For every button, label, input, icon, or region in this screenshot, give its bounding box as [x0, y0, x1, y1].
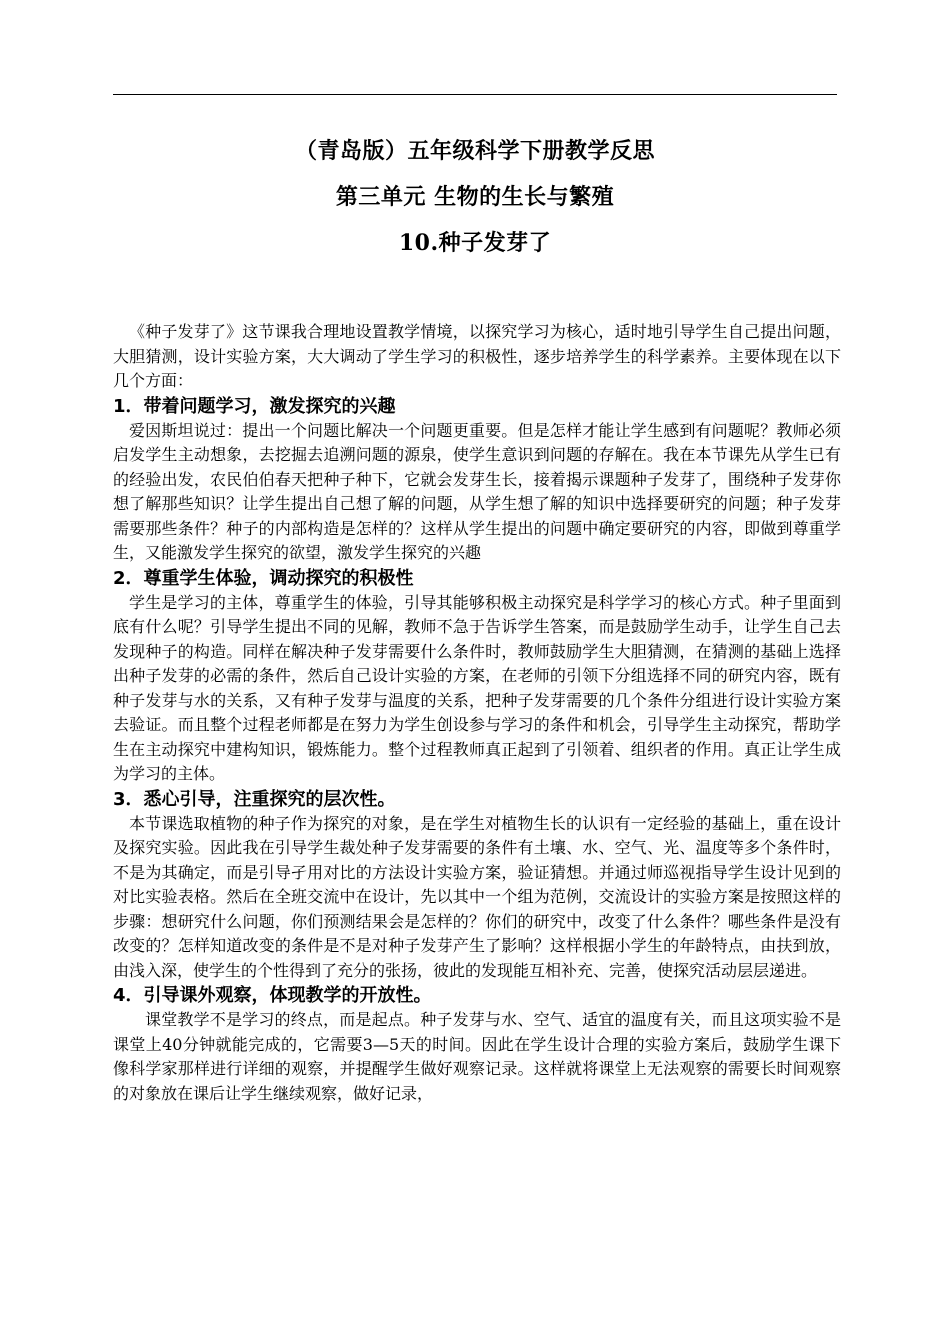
- section-4-paragraph: 课堂教学不是学习的终点，而是起点。种子发芽与水、空气、适宜的温度有关，而且这项实验不是课堂上40分钟就能完成的，它需要3—5天的时间。因此在学生设计合理的实验方案后，鼓励学生课下像科学家那样进行详细的观察，并提醒学生做好观察记录。这样就将课堂上无法观察的需要长时间观察的对象放在课后让学生继续观察，做好记录，: [113, 1010, 841, 1103]
- lesson-title: 10.种子发芽了: [398, 230, 552, 256]
- intro-paragraph: 《种子发芽了》这节课我合理地设置教学情境，以探究学习为核心，适时地引导学生自己提出问题，大胆猜测，设计实验方案，大大调动了学生学习的积极性，逐步培养学生的科学素养。主要体现在以下几个方面：: [113, 322, 841, 390]
- section-3-paragraph: 本节课选取植物的种子作为探究的对象，是在学生对植物生长的认识有一定经验的基础上，重在设计及探究实验。因此我在引导学生裁处种子发芽需要的条件有土壤、水、空气、光、温度等多个条件时，不是为其确定，而是引导孑用对比的方法设计实验方案，验证猜想。并通过师巡视指导学生设计见到的对比实验表格。然后在全班交流中在设计，先以其中一个组为范例，交流设计的实验方案是按照这样的步骤：想研究什么问题，你们预测结果会是怎样的？你们的研究中，改变了什么条件？哪些条件是没有改变的？怎样知道改变的条件是不是对种子发芽产生了影响？这样根据小学生的年龄特点，由扶到放，由浅入深，使学生的个性得到了充分的张扬，彼此的发现能互相补充、完善，使探究活动层层递进。: [113, 813, 841, 980]
- section-4-heading: 4．引导课外观察，体现教学的开放性。: [113, 985, 432, 1006]
- section-3-heading: 3．悉心引导，注重探究的层次性。: [113, 788, 396, 810]
- section-1-heading: 1．带着问题学习，激发探究的兴趣: [113, 395, 396, 417]
- document-title: （青岛版）五年级科学下册教学反思: [294, 138, 655, 164]
- title-block: [113, 128, 837, 266]
- unit-title: 第三单元 生物的生长与繁殖: [335, 184, 615, 210]
- section-2-heading: 2．尊重学生体验，调动探究的积极性: [113, 567, 414, 589]
- header-rule: [113, 94, 837, 95]
- document-body: [113, 320, 841, 1106]
- section-1-paragraph: 爱因斯坦说过：提出一个问题比解决一个问题更重要。但是怎样才能让学生感到有问题呢？教师必须启发学生主动想象，去挖掘去追溯问题的源泉，使学生意识到问题的存解在。我在本节课先从学生已有的经验出发，农民伯伯春天把种子种下，它就会发芽生长，接着揭示课题种子发芽了，围绕种子发芽你想了解那些知识？让学生提出自己想了解的问题，从学生想了解的知识中选择要研究的问题；种子发芽需要那些条件？种子的内部构造是怎样的？这样从学生提出的问题中确定要研究的内容，即做到尊重学生，又能激发学生探究的欲望，激发学生探究的兴趣: [113, 420, 841, 562]
- section-2-paragraph: 学生是学习的主体，尊重学生的体验，引导其能够积极主动探究是科学学习的核心方式。种子里面到底有什么呢？引导学生提出不同的见解，教师不急于告诉学生答案，而是鼓励学生动手，让学生自己去发现种子的构造。同样在解决种子发芽需要什么条件时，教师鼓励学生大胆猜测，在猜测的基础上选择出种子发芽的必需的条件，然后自己设计实验的方案，在老师的引领下分组选择不同的研究内容，既有种子发芽与水的关系，又有种子发芽与温度的关系，把种子发芽需要的几个条件分组进行设计实验方案去验证。而且整个过程老师都是在努力为学生创设参与学习的条件和机会，引导学生主动探究，帮助学生在主动探究中建构知识，锻炼能力。整个过程教师真正起到了引领着、组织者的作用。真正让学生成为学习的主体。: [113, 592, 841, 783]
